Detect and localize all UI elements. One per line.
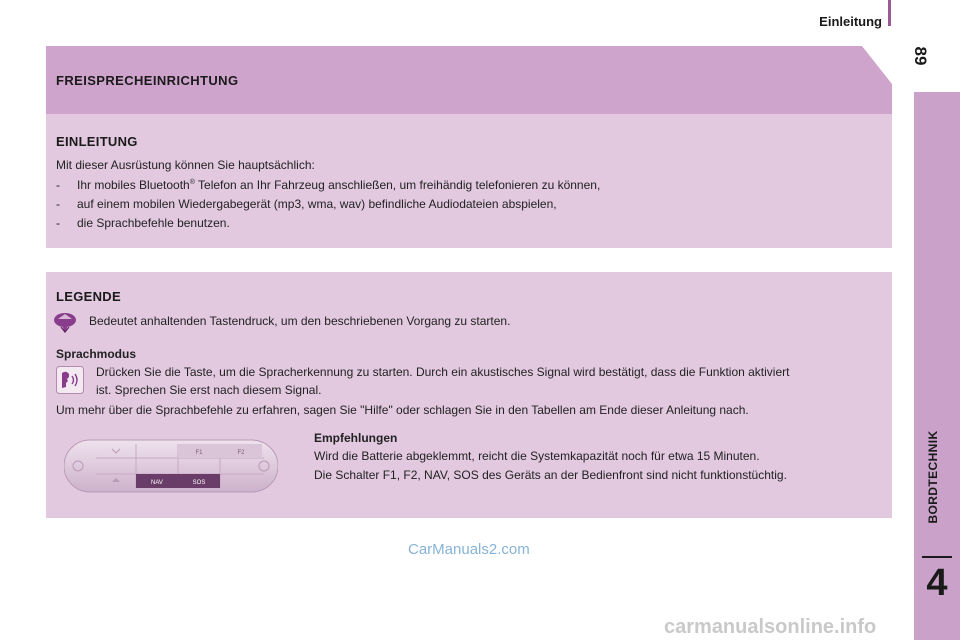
footer-watermark: carmanualsonline.info	[664, 616, 877, 638]
intro-item: auf einem mobilen Wiedergabegerät (mp3, wma, wav) befindliche Audiodateien abspielen,	[77, 197, 557, 211]
control-key-nav: NAV	[151, 480, 163, 486]
control-key-f1: F1	[195, 450, 203, 456]
intro-lead: Mit dieser Ausrüstung können Sie hauptsächlich:	[56, 158, 315, 172]
help-instructions: Um mehr über die Sprachbefehle zu erfahren, sagen Sie "Hilfe" oder schlagen Sie in den Tabellen am Ende dieser Anleitung nach.	[56, 403, 749, 417]
intro-item-text: Ihr mobiles Bluetooth	[77, 178, 190, 192]
voice-mode-text-line2: ist. Sprechen Sie erst nach diesem Signal.	[96, 383, 322, 397]
registered-mark: ®	[189, 179, 195, 186]
control-panel-illustration	[64, 438, 278, 494]
header-rule	[888, 0, 891, 26]
legend-heading: LEGENDE	[56, 289, 121, 304]
voice-mode-text-line1: Drücken Sie die Taste, um die Spracherkennung zu starten. Durch ein akustisches Signal wird bestätigt, dass die Funktion aktiviert	[96, 365, 790, 379]
voice-mode-heading: Sprachmodus	[56, 347, 137, 361]
recommendation-item: Wird die Batterie abgeklemmt, reicht die Systemkapazität noch für etwa 15 Minuten.	[314, 449, 760, 463]
intro-item-bullet: -	[56, 197, 60, 211]
intro-item-text-end: Telefon an Ihr Fahrzeug anschließen, um freihändig telefonieren zu können,	[194, 178, 601, 192]
section-title: FREISPRECHEINRICHTUNG	[56, 73, 239, 88]
chapter-tab-label: BORDTECHNIK	[926, 430, 940, 524]
intro-item	[77, 178, 600, 192]
control-key-f2: F2	[237, 450, 245, 456]
recommendation-item: Die Schalter F1, F2, NAV, SOS des Geräts an der Bedienfront sind nicht funktionstüchtig.	[314, 468, 787, 482]
long-press-icon	[52, 311, 78, 335]
chapter-header: Einleitung	[819, 14, 882, 29]
intro-item-bullet: -	[56, 216, 60, 230]
intro-item: die Sprachbefehle benutzen.	[77, 216, 230, 230]
recommendations-heading: Empfehlungen	[314, 431, 398, 445]
chapter-number: 4	[926, 562, 948, 604]
control-key-sos: SOS	[192, 480, 206, 486]
chapter-tab-rule	[922, 556, 952, 558]
intro-heading: EINLEITUNG	[56, 134, 138, 149]
voice-command-icon	[56, 366, 84, 394]
site-watermark[interactable]: CarManuals2.com	[408, 541, 530, 558]
long-press-description: Bedeutet anhaltenden Tastendruck, um den beschriebenen Vorgang zu starten.	[89, 314, 511, 328]
page-number: 89	[911, 46, 930, 66]
intro-item-bullet: -	[56, 178, 60, 192]
